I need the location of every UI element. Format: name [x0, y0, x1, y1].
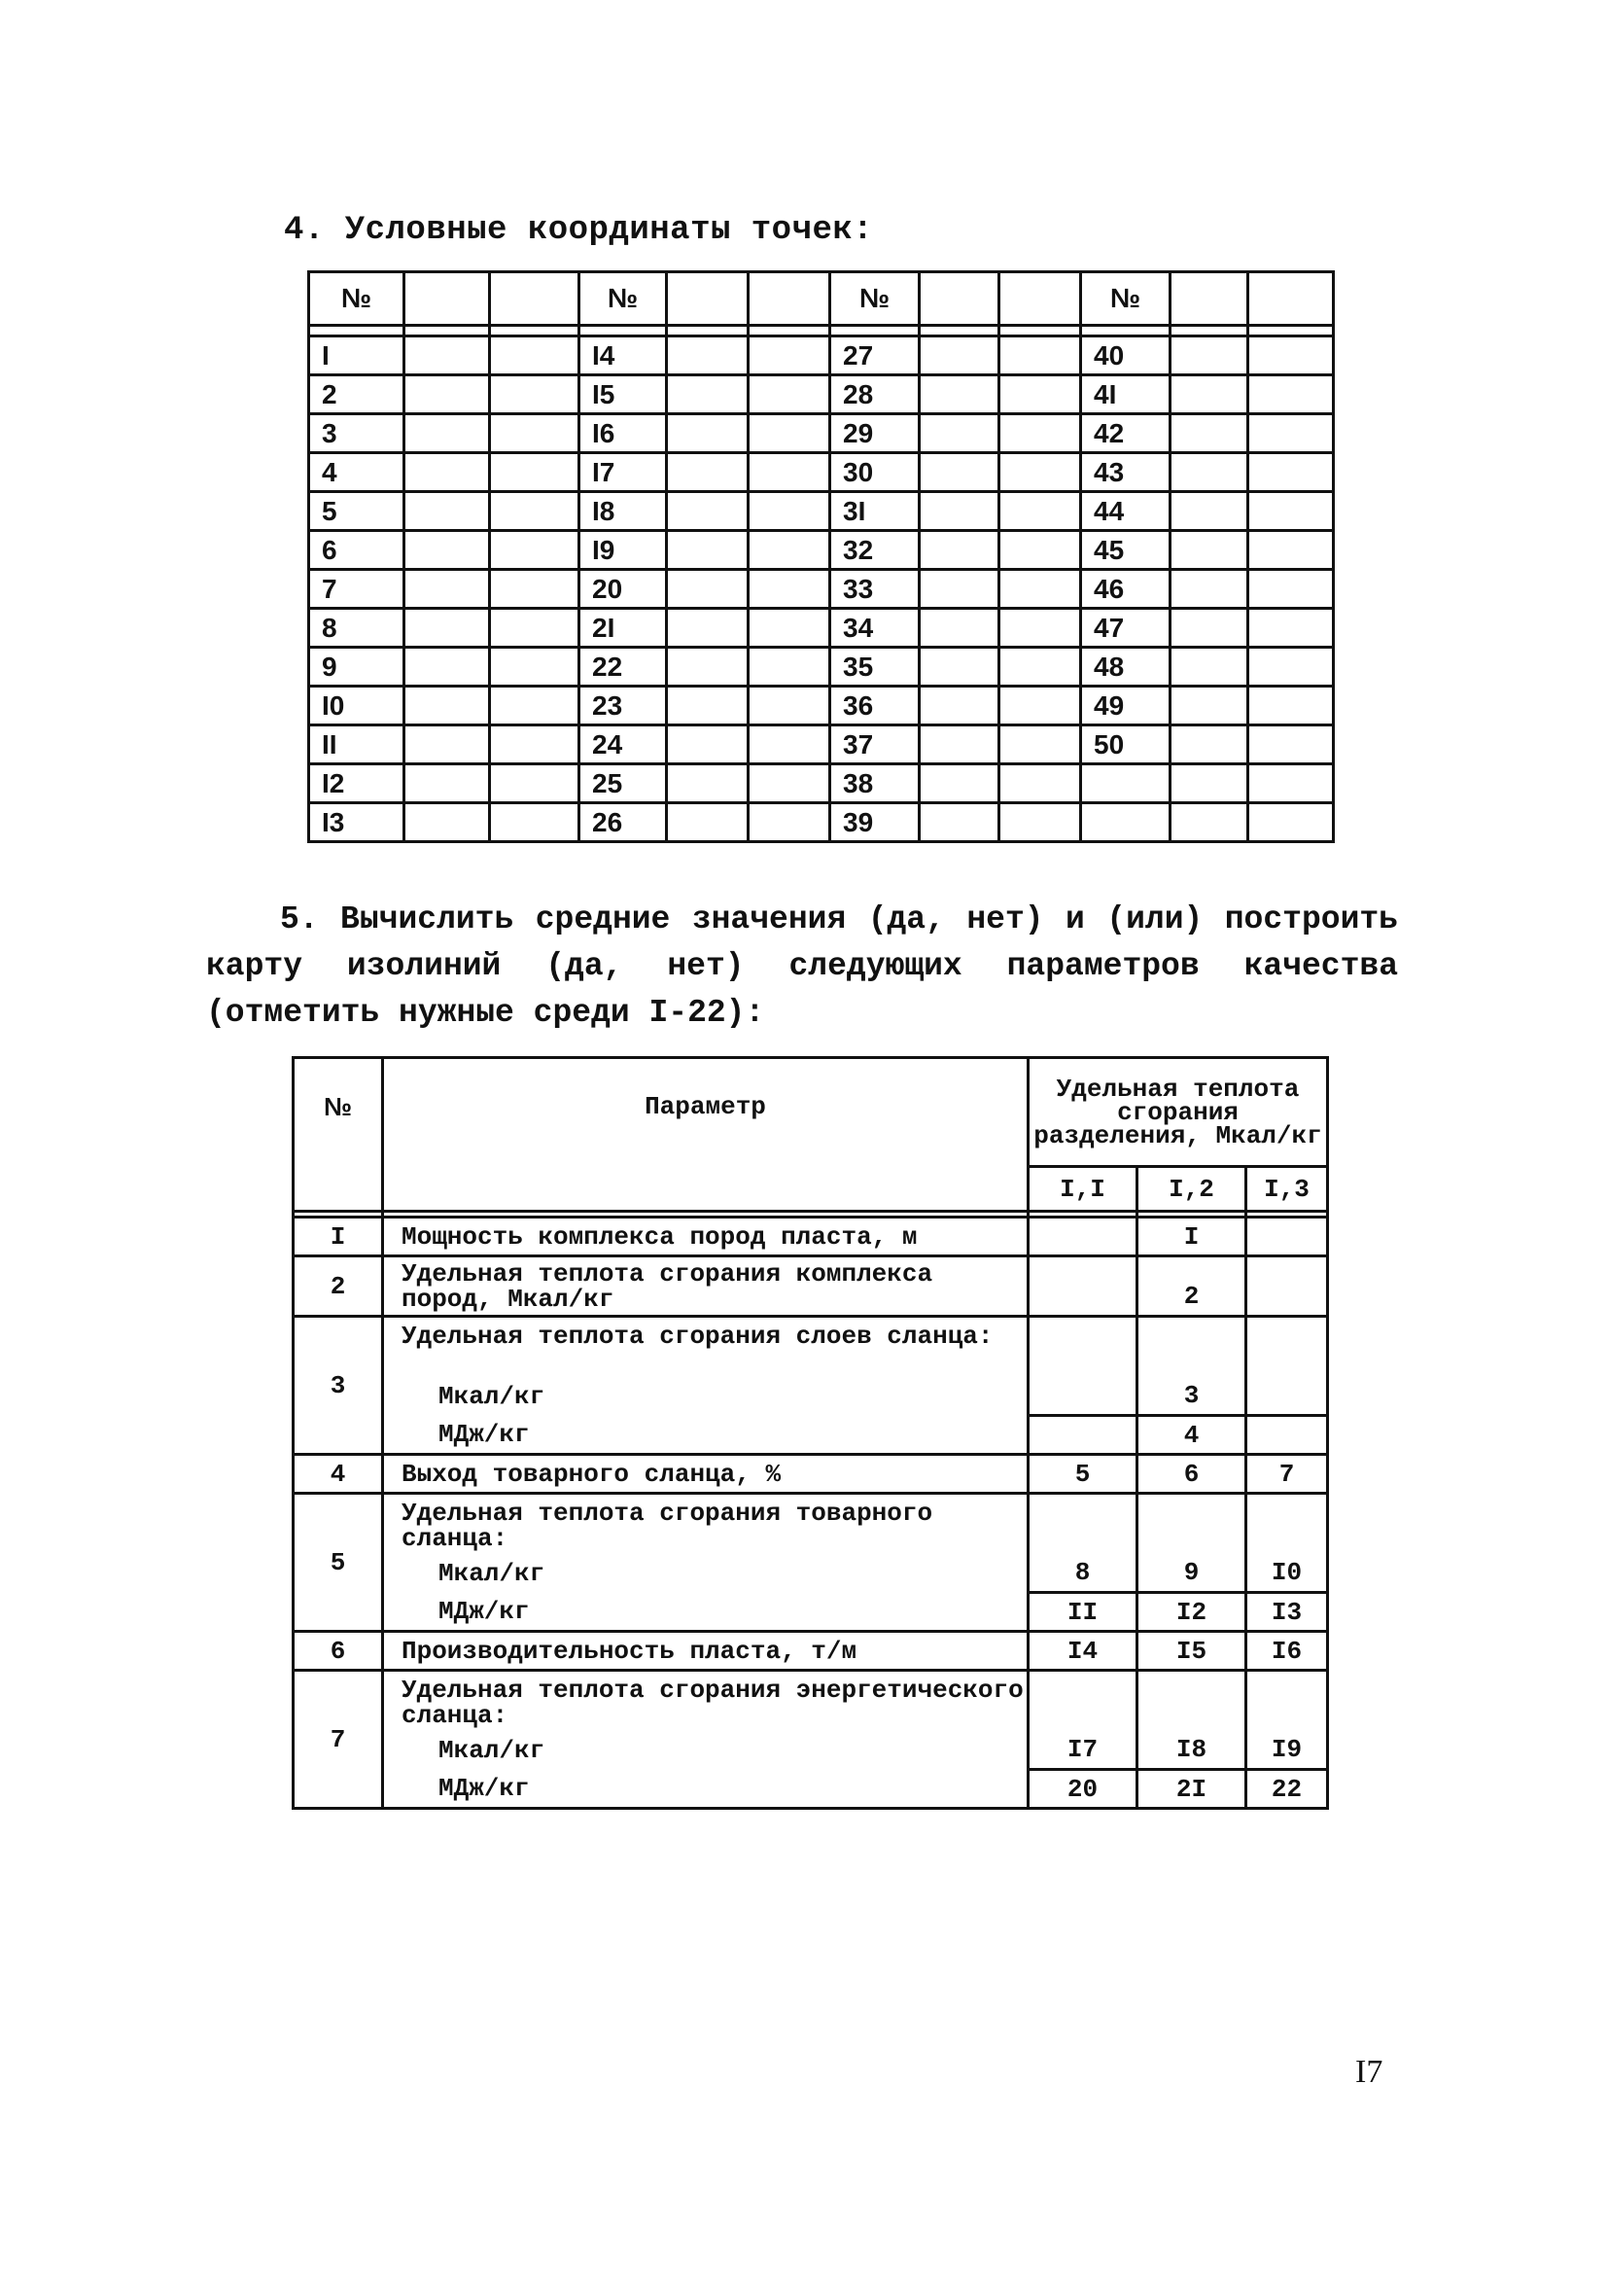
point-y-cell[interactable] — [1248, 764, 1334, 803]
param-title: Удельная теплота сгорания энергетического сланца: — [383, 1671, 1029, 1731]
point-y-cell[interactable] — [1248, 336, 1334, 375]
param-row — [294, 1770, 1328, 1809]
param-name: Удельная теплота сгорания комплекса пород, Мкал/кг — [383, 1256, 1029, 1317]
point-number: 46 — [1081, 570, 1171, 609]
point-number: II — [309, 725, 404, 764]
point-y-cell[interactable] — [749, 803, 830, 842]
point-number — [1081, 803, 1171, 842]
point-y-cell[interactable] — [490, 492, 579, 531]
param-name: Мкал/кг — [383, 1554, 1029, 1593]
param-value-cell[interactable]: I3 — [1246, 1593, 1328, 1632]
point-number: 38 — [830, 764, 920, 803]
point-x-cell[interactable] — [667, 492, 749, 531]
subheader-1-3: I,3 — [1246, 1167, 1328, 1212]
point-number: 47 — [1081, 609, 1171, 648]
point-y-cell[interactable] — [1248, 803, 1334, 842]
point-x-cell[interactable] — [1171, 648, 1248, 687]
point-y-cell[interactable] — [749, 453, 830, 492]
point-x-cell[interactable] — [404, 336, 490, 375]
point-x-cell[interactable] — [404, 531, 490, 570]
point-y-cell[interactable] — [490, 453, 579, 492]
coords-row — [309, 764, 1334, 803]
point-y-cell[interactable] — [1248, 609, 1334, 648]
param-value-cell[interactable]: I5 — [1137, 1632, 1246, 1671]
point-number: 8 — [309, 609, 404, 648]
point-number: 37 — [830, 725, 920, 764]
param-number: 2 — [294, 1256, 383, 1317]
coords-row — [309, 609, 1334, 648]
point-x-cell[interactable] — [1171, 570, 1248, 609]
param-value-cell[interactable] — [1029, 1377, 1137, 1416]
point-number: I6 — [579, 414, 667, 453]
point-number: 42 — [1081, 414, 1171, 453]
point-number: I — [309, 336, 404, 375]
param-value-cell[interactable]: II — [1029, 1593, 1137, 1632]
header-heat-of-combustion: Удельная теплота сгорания разделения, Мкал/кг — [1029, 1058, 1328, 1167]
point-y-cell[interactable] — [999, 764, 1081, 803]
point-y-cell[interactable] — [999, 648, 1081, 687]
param-row — [294, 1455, 1328, 1494]
point-x-cell[interactable] — [667, 453, 749, 492]
point-number: 44 — [1081, 492, 1171, 531]
point-x-cell[interactable] — [1171, 687, 1248, 725]
param-number: 4 — [294, 1455, 383, 1494]
coords-header-y — [749, 272, 830, 326]
point-number: I4 — [579, 336, 667, 375]
point-number: I3 — [309, 803, 404, 842]
point-x-cell[interactable] — [920, 414, 999, 453]
param-name: МДж/кг — [383, 1770, 1029, 1809]
point-x-cell[interactable] — [404, 414, 490, 453]
point-y-cell[interactable] — [490, 687, 579, 725]
param-row — [294, 1671, 1328, 1731]
coords-row — [309, 375, 1334, 414]
point-x-cell[interactable] — [667, 648, 749, 687]
point-x-cell[interactable] — [404, 492, 490, 531]
point-x-cell[interactable] — [920, 570, 999, 609]
point-x-cell[interactable] — [920, 764, 999, 803]
param-number: 7 — [294, 1671, 383, 1809]
point-number: 3I — [830, 492, 920, 531]
point-number: 23 — [579, 687, 667, 725]
point-number: 2 — [309, 375, 404, 414]
coords-header-number: № — [830, 272, 920, 326]
coords-header-number: № — [309, 272, 404, 326]
point-x-cell[interactable] — [1171, 725, 1248, 764]
point-number: 24 — [579, 725, 667, 764]
point-number: 27 — [830, 336, 920, 375]
coords-header-number: № — [1081, 272, 1171, 326]
point-y-cell[interactable] — [1248, 492, 1334, 531]
param-value-cell[interactable]: I9 — [1246, 1731, 1328, 1770]
param-row — [294, 1494, 1328, 1554]
param-value-cell[interactable]: 9 — [1137, 1554, 1246, 1593]
point-y-cell[interactable] — [749, 648, 830, 687]
point-number: 45 — [1081, 531, 1171, 570]
point-y-cell[interactable] — [490, 648, 579, 687]
point-x-cell[interactable] — [1171, 414, 1248, 453]
point-x-cell[interactable] — [404, 453, 490, 492]
subheader-1-2: I,2 — [1137, 1167, 1246, 1212]
point-y-cell[interactable] — [999, 687, 1081, 725]
param-name: Мкал/кг — [383, 1377, 1029, 1416]
coords-header-x — [920, 272, 999, 326]
point-number: 33 — [830, 570, 920, 609]
coords-header-number: № — [579, 272, 667, 326]
point-y-cell[interactable] — [999, 336, 1081, 375]
coords-header-x — [1171, 272, 1248, 326]
point-number: 29 — [830, 414, 920, 453]
coordinates-table — [307, 270, 1335, 843]
param-row — [294, 1256, 1328, 1317]
point-number: 34 — [830, 609, 920, 648]
coords-row — [309, 803, 1334, 842]
point-x-cell[interactable] — [1171, 764, 1248, 803]
param-row — [294, 1593, 1328, 1632]
point-number: 9 — [309, 648, 404, 687]
point-x-cell[interactable] — [1171, 453, 1248, 492]
point-x-cell[interactable] — [667, 725, 749, 764]
param-value-cell[interactable]: I2 — [1137, 1593, 1246, 1632]
coords-row — [309, 570, 1334, 609]
header-number: № — [294, 1058, 383, 1212]
point-number: 43 — [1081, 453, 1171, 492]
point-x-cell[interactable] — [1171, 492, 1248, 531]
point-y-cell[interactable] — [749, 609, 830, 648]
point-x-cell[interactable] — [920, 375, 999, 414]
coords-header-y — [490, 272, 579, 326]
point-x-cell[interactable] — [667, 414, 749, 453]
param-name: Мощность комплекса пород пласта, м — [383, 1218, 1029, 1256]
point-x-cell[interactable] — [920, 687, 999, 725]
point-y-cell[interactable] — [490, 375, 579, 414]
param-row — [294, 1416, 1328, 1455]
param-value-cell[interactable]: I4 — [1029, 1632, 1137, 1671]
point-number: 49 — [1081, 687, 1171, 725]
param-value-cell[interactable] — [1246, 1416, 1328, 1455]
param-value-cell[interactable] — [1246, 1256, 1328, 1317]
param-name: Производительность пласта, т/м — [383, 1632, 1029, 1671]
point-y-cell[interactable] — [749, 531, 830, 570]
point-number: 6 — [309, 531, 404, 570]
point-y-cell[interactable] — [749, 725, 830, 764]
point-y-cell[interactable] — [999, 453, 1081, 492]
page-number: I7 — [1355, 2054, 1383, 2090]
point-number: 4I — [1081, 375, 1171, 414]
param-value-cell[interactable]: I — [1137, 1218, 1246, 1256]
point-x-cell[interactable] — [404, 687, 490, 725]
point-y-cell[interactable] — [999, 570, 1081, 609]
param-value-cell[interactable]: 2 — [1137, 1256, 1246, 1317]
point-x-cell[interactable] — [920, 803, 999, 842]
coords-row — [309, 453, 1334, 492]
point-y-cell[interactable] — [999, 609, 1081, 648]
point-y-cell[interactable] — [490, 531, 579, 570]
point-y-cell[interactable] — [490, 414, 579, 453]
point-y-cell[interactable] — [1248, 725, 1334, 764]
param-value-cell[interactable] — [1029, 1416, 1137, 1455]
point-number: I2 — [309, 764, 404, 803]
point-x-cell[interactable] — [1171, 609, 1248, 648]
point-y-cell[interactable] — [749, 492, 830, 531]
coords-header-y — [1248, 272, 1334, 326]
param-value-cell[interactable]: I8 — [1137, 1731, 1246, 1770]
point-x-cell[interactable] — [920, 492, 999, 531]
param-number: 3 — [294, 1317, 383, 1455]
point-number: 2I — [579, 609, 667, 648]
point-y-cell[interactable] — [490, 764, 579, 803]
point-number: I0 — [309, 687, 404, 725]
point-x-cell[interactable] — [920, 336, 999, 375]
point-number: 39 — [830, 803, 920, 842]
param-value-cell[interactable]: 3 — [1137, 1377, 1246, 1416]
coords-row — [309, 492, 1334, 531]
param-value-cell[interactable]: I6 — [1246, 1632, 1328, 1671]
point-y-cell[interactable] — [490, 609, 579, 648]
param-value-cell[interactable]: 6 — [1137, 1455, 1246, 1494]
quality-parameters-table — [292, 1056, 1329, 1810]
param-name: Выход товарного сланца, % — [383, 1455, 1029, 1494]
point-y-cell[interactable] — [749, 336, 830, 375]
point-x-cell[interactable] — [667, 687, 749, 725]
point-x-cell[interactable] — [920, 453, 999, 492]
point-x-cell[interactable] — [667, 609, 749, 648]
point-x-cell[interactable] — [667, 570, 749, 609]
param-value-cell[interactable]: 22 — [1246, 1770, 1328, 1809]
point-x-cell[interactable] — [920, 609, 999, 648]
point-x-cell[interactable] — [667, 375, 749, 414]
point-y-cell[interactable] — [749, 414, 830, 453]
coords-header-x — [404, 272, 490, 326]
point-y-cell[interactable] — [490, 725, 579, 764]
point-number: 35 — [830, 648, 920, 687]
coords-row — [309, 414, 1334, 453]
point-y-cell[interactable] — [1248, 453, 1334, 492]
point-number: 48 — [1081, 648, 1171, 687]
param-value-cell[interactable]: I7 — [1029, 1731, 1137, 1770]
point-x-cell[interactable] — [667, 531, 749, 570]
point-x-cell[interactable] — [920, 725, 999, 764]
section-4-heading: 4. Условные координаты точек: — [284, 212, 874, 249]
param-number: 6 — [294, 1632, 383, 1671]
point-number: 30 — [830, 453, 920, 492]
point-number: 4 — [309, 453, 404, 492]
point-number: 20 — [579, 570, 667, 609]
param-value-cell[interactable]: 2I — [1137, 1770, 1246, 1809]
point-x-cell[interactable] — [667, 803, 749, 842]
param-value-cell[interactable] — [1029, 1256, 1137, 1317]
point-number: 32 — [830, 531, 920, 570]
param-value-cell[interactable]: 20 — [1029, 1770, 1137, 1809]
subheader-1-1: I,I — [1029, 1167, 1137, 1212]
point-y-cell[interactable] — [1248, 687, 1334, 725]
point-x-cell[interactable] — [404, 764, 490, 803]
point-x-cell[interactable] — [404, 375, 490, 414]
point-y-cell[interactable] — [999, 531, 1081, 570]
point-number: 5 — [309, 492, 404, 531]
point-x-cell[interactable] — [667, 336, 749, 375]
point-number: 40 — [1081, 336, 1171, 375]
point-x-cell[interactable] — [1171, 803, 1248, 842]
point-y-cell[interactable] — [490, 570, 579, 609]
point-y-cell[interactable] — [1248, 531, 1334, 570]
param-value-cell[interactable] — [1246, 1377, 1328, 1416]
param-name: Мкал/кг — [383, 1731, 1029, 1770]
point-y-cell[interactable] — [1248, 414, 1334, 453]
param-row — [294, 1317, 1328, 1377]
coords-row — [309, 648, 1334, 687]
point-x-cell[interactable] — [404, 803, 490, 842]
param-number: 5 — [294, 1494, 383, 1632]
point-number: I8 — [579, 492, 667, 531]
param-name: МДж/кг — [383, 1416, 1029, 1455]
param-title: Удельная теплота сгорания товарного сланца: — [383, 1494, 1029, 1554]
point-y-cell[interactable] — [999, 375, 1081, 414]
point-x-cell[interactable] — [404, 570, 490, 609]
point-number: 25 — [579, 764, 667, 803]
point-x-cell[interactable] — [1171, 336, 1248, 375]
point-y-cell[interactable] — [749, 764, 830, 803]
coords-row — [309, 336, 1334, 375]
param-value-cell[interactable] — [1246, 1218, 1328, 1256]
point-number: I7 — [579, 453, 667, 492]
point-x-cell[interactable] — [404, 648, 490, 687]
point-number — [1081, 764, 1171, 803]
point-number: 22 — [579, 648, 667, 687]
param-row — [294, 1554, 1328, 1593]
point-number: 50 — [1081, 725, 1171, 764]
param-row — [294, 1218, 1328, 1256]
point-x-cell[interactable] — [404, 609, 490, 648]
param-value-cell[interactable]: 7 — [1246, 1455, 1328, 1494]
coords-header-x — [667, 272, 749, 326]
param-title: Удельная теплота сгорания слоев сланца: — [383, 1317, 1029, 1377]
point-x-cell[interactable] — [1171, 531, 1248, 570]
point-y-cell[interactable] — [490, 336, 579, 375]
param-value-cell[interactable] — [1029, 1218, 1137, 1256]
point-number: I9 — [579, 531, 667, 570]
section-5-paragraph — [206, 897, 1398, 1037]
coords-row — [309, 531, 1334, 570]
point-number: 36 — [830, 687, 920, 725]
param-value-cell[interactable]: 8 — [1029, 1554, 1137, 1593]
point-x-cell[interactable] — [1171, 375, 1248, 414]
point-x-cell[interactable] — [920, 531, 999, 570]
point-y-cell[interactable] — [749, 570, 830, 609]
point-number: 3 — [309, 414, 404, 453]
param-number: I — [294, 1218, 383, 1256]
point-number: 7 — [309, 570, 404, 609]
param-row — [294, 1377, 1328, 1416]
point-y-cell[interactable] — [999, 725, 1081, 764]
point-number: I5 — [579, 375, 667, 414]
point-y-cell[interactable] — [1248, 648, 1334, 687]
point-x-cell[interactable] — [667, 764, 749, 803]
param-value-cell[interactable]: 5 — [1029, 1455, 1137, 1494]
point-y-cell[interactable] — [1248, 375, 1334, 414]
header-parameter: Параметр — [383, 1058, 1029, 1212]
section-5-text: 5. Вычислить средние значения (да, нет) и (или) построить карту изолиний (да, нет) следующих параметров качества (отметить нужные среди I-22): — [206, 901, 1398, 1031]
param-row — [294, 1731, 1328, 1770]
point-y-cell[interactable] — [749, 375, 830, 414]
point-y-cell[interactable] — [999, 414, 1081, 453]
point-y-cell[interactable] — [490, 803, 579, 842]
coords-header-y — [999, 272, 1081, 326]
param-row — [294, 1632, 1328, 1671]
point-x-cell[interactable] — [920, 648, 999, 687]
point-number: 26 — [579, 803, 667, 842]
param-value-cell[interactable]: 4 — [1137, 1416, 1246, 1455]
point-y-cell[interactable] — [749, 687, 830, 725]
point-y-cell[interactable] — [999, 492, 1081, 531]
coords-row — [309, 687, 1334, 725]
point-y-cell[interactable] — [999, 803, 1081, 842]
point-y-cell[interactable] — [1248, 570, 1334, 609]
coords-row — [309, 725, 1334, 764]
param-value-cell[interactable]: I0 — [1246, 1554, 1328, 1593]
point-number: 28 — [830, 375, 920, 414]
point-x-cell[interactable] — [404, 725, 490, 764]
param-name: МДж/кг — [383, 1593, 1029, 1632]
